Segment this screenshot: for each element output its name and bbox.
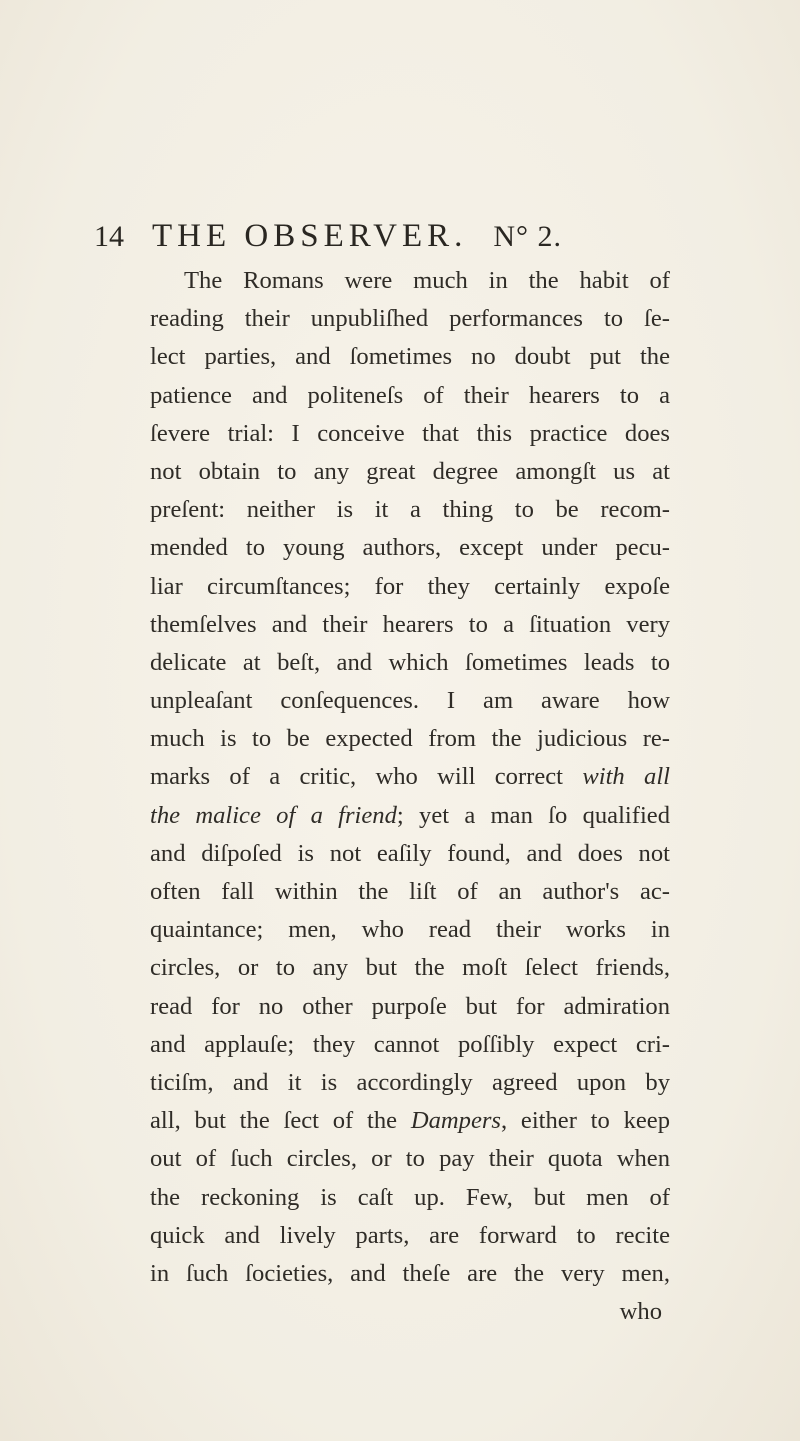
text-line: liar circumſtances; for they certainly expoſe <box>150 572 670 600</box>
text-line: The Romans were much in the habit of <box>184 267 670 294</box>
text-line: reading their unpubliſhed performances to ſe- <box>150 305 670 333</box>
text-line: circles, or to any but the moſt ſelect friends, <box>150 954 670 982</box>
text-line: themſelves and their hearers to a ſituation very <box>150 610 670 638</box>
text-line: and applauſe; they cannot poſſibly expect cri- <box>150 1030 670 1058</box>
text-line: read for no other purpoſe but for admiration <box>150 992 670 1020</box>
text-line: in ſuch ſocieties, and theſe are the very men, <box>150 1259 670 1287</box>
text-line: ſevere trial: I conceive that this practice does <box>150 419 670 447</box>
issue-number: N° 2. <box>493 220 563 253</box>
text-line: quaintance; men, who read their works in <box>150 916 670 944</box>
text-line: unpleaſant conſequences. I am aware how <box>150 687 670 715</box>
text-run: ; yet a man ſo qualified <box>396 801 670 829</box>
text-line: preſent: neither is it a thing to be recom- <box>150 496 670 524</box>
text-line: much is to be expected from the judicious re- <box>150 725 670 753</box>
catchword: who <box>619 1298 662 1326</box>
running-head <box>94 218 734 268</box>
text-line: the reckoning is caſt up. Few, but men of <box>150 1183 670 1211</box>
text-line: not obtain to any great degree amongſt us at <box>150 457 670 485</box>
page-number: 14 <box>94 220 124 253</box>
text-line <box>150 758 670 796</box>
text-line: quick and lively parts, are forward to recite <box>150 1221 670 1249</box>
body-text <box>150 262 670 1331</box>
text-line: and diſpoſed is not eaſily found, and does not <box>150 839 670 867</box>
text-line: lect parties, and ſometimes no doubt put the <box>150 343 670 371</box>
text-line: out of ſuch circles, or to pay their quota when <box>150 1145 670 1173</box>
running-title: THE OBSERVER. <box>152 218 468 254</box>
text-line: mended to young authors, except under pecu- <box>150 534 670 562</box>
italic-run: the malice of a friend <box>150 801 397 829</box>
text-line: delicate at beſt, and which ſometimes leads to <box>150 648 670 676</box>
text-line: ticiſm, and it is accordingly agreed upon by <box>150 1068 670 1096</box>
italic-run: with all <box>582 763 670 791</box>
text-line <box>150 1102 670 1140</box>
italic-run: Dampers <box>410 1107 502 1135</box>
text-line: often fall within the liſt of an author's ac- <box>150 878 670 905</box>
text-line <box>150 797 670 835</box>
text-run: , either to keep <box>501 1107 670 1135</box>
text-run: marks of a critic, who will correct <box>150 763 564 791</box>
text-run: all, but the ſect of the <box>150 1107 398 1135</box>
text-line: patience and politeneſs of their hearers to a <box>150 381 670 409</box>
